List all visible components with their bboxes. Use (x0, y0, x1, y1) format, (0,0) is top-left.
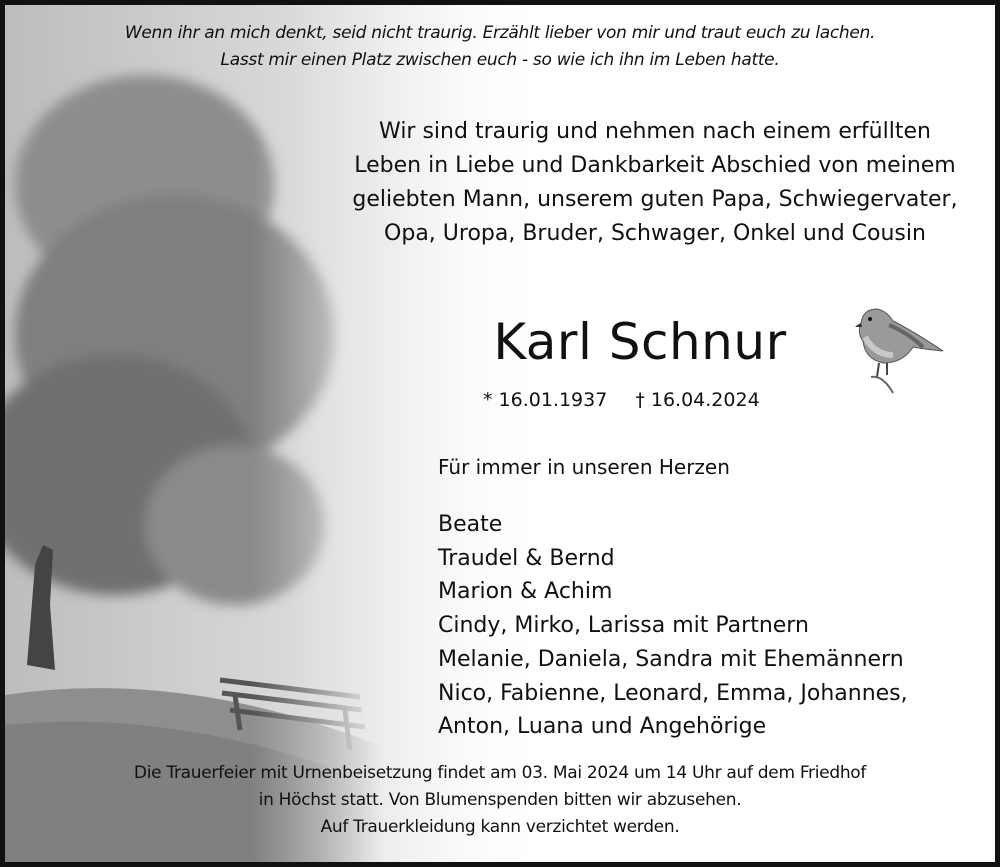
life-dates (483, 389, 788, 411)
family-line: Anton, Luana und Angehörige (438, 714, 767, 740)
birth-date: * 16.01.1937 (483, 389, 608, 411)
motto: Für immer in unseren Herzen (438, 455, 730, 479)
family-list (438, 508, 908, 744)
intro-line: Wir sind traurig und nehmen nach einem erfüllten (379, 119, 931, 144)
family-line: Traudel & Bernd (438, 545, 615, 571)
intro-line: geliebten Mann, unserem guten Papa, Schwiegervater, (352, 187, 958, 212)
obituary-card (5, 5, 995, 862)
funeral-notice (5, 760, 995, 841)
intro-text (325, 115, 985, 251)
bird-icon (853, 303, 948, 395)
family-line: Marion & Achim (438, 579, 613, 605)
family-line: Melanie, Daniela, Sandra mit Ehemännern (438, 646, 904, 672)
quote-line: Wenn ihr an mich denkt, seid nicht traurig. Erzählt lieber von mir und traut euch zu lachen. (124, 23, 876, 43)
intro-line: Leben in Liebe und Dankbarkeit Abschied von meinem (354, 153, 956, 178)
family-line: Nico, Fabienne, Leonard, Emma, Johannes, (438, 680, 908, 706)
deceased-name: Karl Schnur (493, 313, 787, 371)
notice-line: in Höchst statt. Von Blumenspenden bitten wir abzusehen. (258, 790, 742, 810)
family-line: Beate (438, 512, 503, 537)
notice-line: Auf Trauerkleidung kann verzichtet werden. (320, 817, 680, 837)
quote-line: Lasst mir einen Platz zwischen euch - so wie ich ihn im Leben hatte. (220, 50, 780, 70)
death-date: † 16.04.2024 (635, 389, 760, 411)
intro-line: Opa, Uropa, Bruder, Schwager, Onkel und Cousin (384, 221, 926, 246)
family-line: Cindy, Mirko, Larissa mit Partnern (438, 613, 809, 639)
notice-line: Die Trauerfeier mit Urnenbeisetzung findet am 03. Mai 2024 um 14 Uhr auf dem Friedhof (133, 763, 867, 783)
